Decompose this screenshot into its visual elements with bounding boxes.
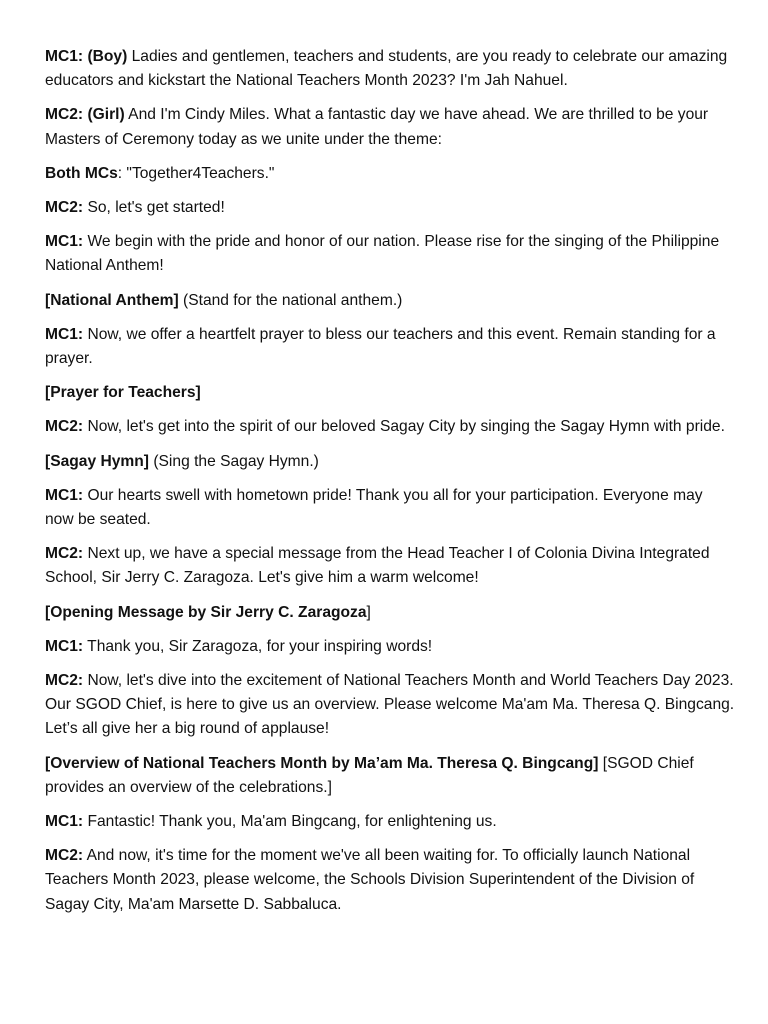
speaker-label: MC2: [45,672,84,690]
cue-note: ] [366,603,371,621]
speaker-label: MC2: [45,199,84,217]
line-text: Thank you, Sir Zaragoza, for your inspiring words! [83,637,433,655]
script-line-mc2-message [45,542,735,590]
cue-sagay-hymn [45,450,735,474]
line-text: And I'm Cindy Miles. What a fantastic day we have ahead. We are thrilled to be your Masters of Ceremony today as we unite under the theme: [45,106,709,148]
script-line-mc1-intro [45,45,735,93]
script-line-mc2-launch [45,844,735,917]
cue-note: [SGOD Chief provides an overview of the celebrations.] [45,754,694,796]
line-text: Now, let's dive into the excitement of National Teachers Month and World Teachers Day 2023. Our SGOD Chief, is here to give us an overview. Please welcome Ma'am Ma. Theresa Q. Bingcang. Let’s all give her a big round of applause! [45,672,735,738]
line-text: Now, let's get into the spirit of our beloved Sagay City by singing the Sagay Hymn with pride. [83,418,725,436]
script-line-mc1-prayer [45,323,735,371]
line-text: Fantastic! Thank you, Ma'am Bingcang, for enlightening us. [83,813,497,831]
speaker-label: MC1: (Boy) [45,48,128,65]
speaker-label: MC1: [45,325,84,343]
document-page [45,45,735,927]
speaker-label: Both MCs [45,164,118,182]
speaker-label: MC2: (Girl) [45,106,125,124]
speaker-label: MC1: [45,813,84,831]
line-text: Our hearts swell with hometown pride! Thank you all for your participation. Everyone may now be seated. [45,486,703,529]
line-text: Now, we offer a heartfelt prayer to bless our teachers and this event. Remain standing for a prayer. [45,325,716,368]
speaker-label: MC1: [45,233,84,251]
cue-label: [Overview of National Teachers Month by Ma’am Ma. Theresa Q. Bingcang] [45,754,599,772]
line-text: We begin with the pride and honor of our nation. Please rise for the singing of the Philippine National Anthem! [45,233,720,275]
script-line-mc2-intro [45,103,735,151]
speaker-label: MC1: [45,637,84,655]
cue-national-anthem [45,289,735,313]
speaker-label: MC2: [45,545,84,563]
line-text: And now, it's time for the moment we've all been waiting for. To officially launch National Teachers Month 2023, please welcome, the Schools Division Superintendent of the Division of Sagay City, Ma'am Marsette D. Sabbaluca. [45,847,695,913]
cue-overview [45,752,735,800]
line-text: Next up, we have a special message from the Head Teacher I of Colonia Divina Integrated School, Sir Jerry C. Zaragoza. Let's give him a warm welcome! [45,545,710,587]
line-text: Ladies and gentlemen, teachers and students, are you ready to celebrate our amazing educators and kickstart the National Teachers Month 2023? I'm Jah Nahuel. [45,48,728,90]
speaker-label: MC2: [45,847,84,865]
script-line-mc1-seated [45,484,735,532]
script-line-mc1-anthem [45,230,735,278]
cue-label: [Opening Message by Sir Jerry C. Zaragoza [45,603,367,621]
speaker-label: MC1: [45,486,84,504]
script-line-both-mcs [45,162,735,186]
cue-label: [Prayer for Teachers] [45,384,201,402]
line-text: So, let's get started! [83,199,225,217]
cue-note: (Sing the Sagay Hymn.) [149,452,319,470]
script-line-mc1-fantastic [45,810,735,834]
cue-opening-message [45,601,735,625]
cue-prayer [45,381,735,405]
cue-label: [National Anthem] [45,291,179,309]
line-text: : "Together4Teachers." [117,164,275,182]
cue-label: [Sagay Hymn] [45,452,149,470]
script-line-mc2-hymn [45,415,735,439]
speaker-label: MC2: [45,418,84,436]
script-line-mc2-start [45,196,735,220]
cue-note: (Stand for the national anthem.) [178,291,403,309]
script-line-mc1-thanks [45,635,735,659]
script-line-mc2-overview [45,669,735,742]
